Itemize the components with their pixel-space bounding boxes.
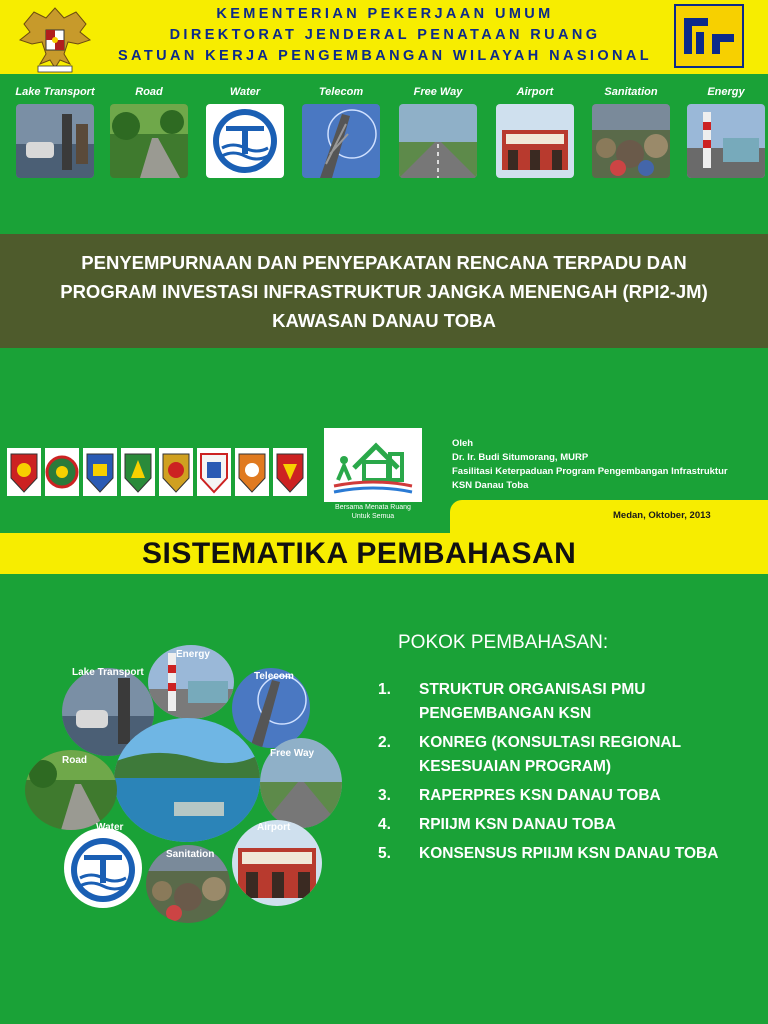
title-line: KAWASAN DANAU TOBA (272, 309, 496, 331)
sanitation-photo (592, 104, 670, 178)
infrastructure-strip (0, 74, 768, 234)
lake-toba-photo (114, 718, 260, 842)
ministry-header (0, 0, 768, 74)
motto-line: Bersama Menata Ruang (335, 504, 411, 511)
presenter-role: Fasilitasi Keterpaduan Program Pengembangan Infrastruktur (452, 466, 728, 477)
circle-label: Telecom (254, 671, 294, 682)
tile-label: Airport (516, 86, 554, 98)
presenter-info (452, 437, 728, 493)
tile-airport (496, 86, 574, 178)
title-line: PENYEMPURNAAN DAN PENYEPAKATAN RENCANA TERPADU DAN (81, 251, 687, 273)
header-line-directorate: DIREKTORAT JENDERAL PENATAAN RUANG (169, 27, 601, 43)
energy-photo (687, 104, 765, 178)
topic-text: KONSENSUS RPIIJM KSN DANAU TOBA (419, 845, 719, 862)
motto-line: Untuk Semua (351, 513, 395, 520)
tile-lake-transport (15, 86, 95, 178)
presenter-name: Dr. Ir. Budi Situmorang, MURP (452, 452, 589, 463)
tile-label: Telecom (318, 86, 364, 98)
tile-label: Sanitation (604, 86, 658, 98)
title-line: PROGRAM INVESTASI INFRASTRUKTUR JANGKA MENENGAH (RPI2-JM) (60, 280, 708, 302)
topic-text: STRUKTUR ORGANISASI PMU PENGEMBANGAN KSN (419, 681, 646, 722)
tile-road (110, 86, 188, 178)
header-line-ministry: KEMENTERIAN PEKERJAAN UMUM (216, 6, 554, 22)
topic-text: KONREG (KONSULTASI REGIONAL KESESUAIAN PROGRAM) (419, 734, 681, 775)
topic-number: 2. (378, 734, 391, 751)
circle-label: Free Way (270, 748, 315, 759)
telecom-tower-photo (302, 104, 380, 178)
water-logo-icon (206, 104, 284, 178)
circle-label: Airport (257, 822, 291, 833)
tile-sanitation (592, 86, 670, 178)
circle-water (64, 828, 142, 908)
circle-label: Sanitation (166, 849, 215, 860)
presentation-title (0, 234, 768, 348)
presenter-by: Oleh (452, 438, 474, 449)
circle-label: Lake Transport (72, 667, 144, 678)
regency-logo-icon (121, 448, 155, 496)
topic-number: 5. (378, 845, 391, 862)
freeway-photo (399, 104, 477, 178)
circle-label: Road (62, 755, 87, 766)
topic-text: RPIIJM KSN DANAU TOBA (419, 816, 616, 833)
lake-transport-photo (16, 104, 94, 178)
topic-item (378, 842, 748, 866)
airport-photo (496, 104, 574, 178)
circle-label: Energy (176, 649, 210, 660)
topic-text: RAPERPRES KSN DANAU TOBA (419, 787, 661, 804)
regency-logo-icon (45, 448, 79, 496)
regency-logos (7, 448, 311, 496)
tile-label: Road (135, 86, 163, 98)
regency-logo-icon (159, 448, 193, 496)
tile-energy (687, 86, 765, 178)
section-title: SISTEMATIKA PEMBAHASAN (142, 537, 577, 570)
tile-water (206, 86, 284, 178)
regency-logo-icon (197, 448, 231, 496)
regency-logo-icon (83, 448, 117, 496)
topic-number: 1. (378, 681, 391, 698)
topics-list (378, 678, 748, 871)
presenter-role: KSN Danau Toba (452, 480, 529, 491)
penataan-ruang-logo-icon (324, 428, 422, 502)
pu-logo-icon (674, 4, 744, 68)
date-tab (450, 500, 768, 533)
road-photo (110, 104, 188, 178)
circle-label: Water (96, 822, 124, 833)
tile-label: Water (229, 86, 261, 98)
topic-number: 4. (378, 816, 391, 833)
topics-heading: POKOK PEMBAHASAN: (398, 632, 609, 653)
topic-item (378, 678, 748, 726)
topic-item (378, 813, 748, 837)
garuda-emblem-icon (16, 2, 94, 74)
regency-logo-icon (7, 448, 41, 496)
water-logo-icon (64, 828, 142, 908)
tile-freeway (399, 86, 477, 178)
header-line-unit: SATUAN KERJA PENGEMBANGAN WILAYAH NASIONAL (117, 48, 653, 64)
topic-item (378, 731, 748, 779)
topic-item (378, 784, 748, 808)
topic-number: 3. (378, 787, 391, 804)
tile-label: Lake Transport (15, 86, 95, 98)
tile-label: Free Way (413, 86, 463, 98)
regency-logo-icon (235, 448, 269, 496)
tile-telecom (302, 86, 380, 178)
motto-text (318, 503, 428, 521)
regency-logo-icon (273, 448, 307, 496)
circle-lake-toba (114, 718, 260, 842)
tile-label: Energy (707, 86, 745, 98)
presentation-date: Medan, Oktober, 2013 (613, 510, 711, 521)
